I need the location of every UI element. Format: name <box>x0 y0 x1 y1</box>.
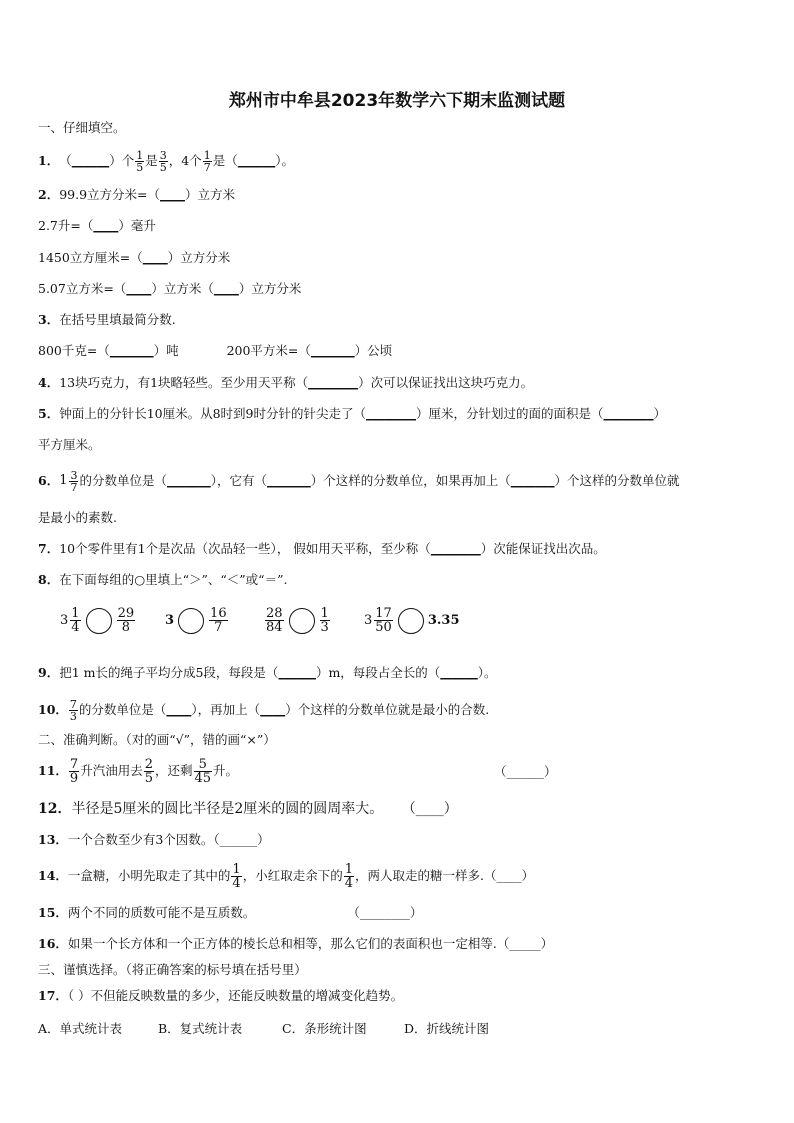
whole: 3 <box>60 613 69 628</box>
fraction <box>69 758 79 785</box>
text: ），它有（ <box>210 473 268 488</box>
denominator: 4 <box>344 875 353 891</box>
compare-group-2 <box>165 607 229 634</box>
answer-blank[interactable]: _______ <box>267 473 311 488</box>
text: ）厘米，分针划过的面的面积是（ <box>416 406 604 421</box>
text: ）吨 <box>153 343 179 358</box>
text: 是（ <box>212 153 238 168</box>
text: ）个这样的分数单位，如果再加上（ <box>310 473 511 488</box>
text: 的分数单位是（ <box>79 473 167 488</box>
text: ，4个 <box>168 153 202 168</box>
question-number: 1． <box>38 153 60 168</box>
compare-group-1 <box>60 607 136 634</box>
denominator: 7 <box>70 480 78 494</box>
numerator: 7 <box>69 697 77 711</box>
text: 200平方米=（ <box>226 343 311 358</box>
text: 13块巧克力，有1块略轻些。至少用天平称（ <box>59 375 309 390</box>
fraction <box>203 150 212 173</box>
text: 在下面每组的○里填上“＞”、“＜”或“＝”. <box>59 572 288 587</box>
answer-blank[interactable]: _______ <box>167 473 211 488</box>
numerator: 1 <box>232 861 241 877</box>
question-number: 8． <box>38 572 60 587</box>
text: ）个这样的分数单位就是最小的合数. <box>285 702 490 717</box>
answer-blank[interactable]: ______ <box>237 153 276 168</box>
question-14 <box>38 858 534 894</box>
denominator: 5 <box>144 770 153 786</box>
question-13 <box>38 831 270 849</box>
question-2d <box>38 280 301 298</box>
text: 的分数单位是（ <box>78 702 167 717</box>
question-8 <box>38 571 287 589</box>
answer-blank[interactable]: ________ <box>308 375 359 390</box>
fraction <box>135 150 144 173</box>
answer-blank[interactable]: ________ <box>430 541 481 556</box>
answer-blank[interactable]: ______ <box>71 153 110 168</box>
question-15 <box>38 904 422 922</box>
answer-blank[interactable]: ____ <box>126 281 152 296</box>
answer-blank[interactable]: ____ <box>166 702 192 717</box>
numerator: 29 <box>117 606 135 621</box>
compare-group-3 <box>264 607 331 634</box>
fraction <box>69 470 78 493</box>
denominator: 45 <box>194 770 212 786</box>
text: ）毫升 <box>118 218 156 233</box>
text: 一盒糖，小明先取走了其中的 <box>67 868 231 883</box>
question-number: 13． <box>38 832 68 847</box>
denominator: 3 <box>69 709 77 723</box>
question-6 <box>38 464 680 498</box>
text: 把1 m长的绳子平均分成5段，每段是（ <box>59 665 279 680</box>
question-3-items <box>38 342 392 360</box>
answer-blank[interactable]: ____ <box>160 187 186 202</box>
text: 钟面上的分针长10厘米。从8时到9时分针的针尖走了（ <box>59 406 367 421</box>
text: ）次可以保证找出这块巧克力。 <box>358 375 534 390</box>
fraction <box>69 699 78 722</box>
fraction <box>231 863 241 890</box>
text: 如果一个长方体和一个正方体的棱长总和相等，那么它们的表面积也一定相等. <box>67 936 497 951</box>
answer-blank[interactable]: ____ <box>213 281 239 296</box>
fraction <box>144 758 154 785</box>
question-number: 6． <box>38 473 60 488</box>
numerator: 3 <box>70 468 78 482</box>
text: 半径是5厘米的圆比半径是2厘米的圆的圆周率大。 <box>71 801 384 817</box>
text: ） <box>653 406 667 421</box>
denominator: 5 <box>159 160 167 174</box>
answer-blank[interactable]: ____ <box>260 702 286 717</box>
judge-blank[interactable]: （______） <box>494 764 557 779</box>
answer-blank[interactable]: ________ <box>603 406 654 421</box>
text: ，还剩 <box>154 763 193 778</box>
fraction <box>265 607 284 634</box>
question-16 <box>38 935 553 953</box>
question-2b <box>38 217 156 235</box>
text: 10个零件里有1个是次品（次品轻一些）， 假如用天平称，至少称（ <box>59 541 431 556</box>
text: 99.9立方分米=（ <box>59 187 161 202</box>
mixed-number <box>364 607 394 634</box>
text: 升汽油用去 <box>80 763 143 778</box>
text: ）立方米（ <box>151 281 214 296</box>
text: 1450立方厘米=（ <box>38 250 143 265</box>
text: 800千克=（ <box>38 343 110 358</box>
fraction <box>117 607 136 634</box>
question-4 <box>38 374 533 392</box>
question-number: 17． <box>38 988 68 1003</box>
text: 在括号里填最简分数. <box>59 312 176 327</box>
question-number: 3． <box>38 312 60 327</box>
text: ），再加上（ <box>191 702 261 717</box>
answer-blank[interactable]: ______ <box>440 665 478 680</box>
text: ）个 <box>109 153 135 168</box>
denominator: 9 <box>69 770 79 786</box>
section-heading-judge: 二、准确判断。（对的画“√”，错的画“×”） <box>38 732 276 747</box>
compare-circle[interactable] <box>178 608 204 634</box>
numerator: 28 <box>266 606 283 621</box>
answer-blank[interactable]: ______ <box>278 665 316 680</box>
question-6-continued: 是最小的素数. <box>38 510 117 525</box>
question-number: 7． <box>38 541 60 556</box>
option-b[interactable]: B．复式统计表 <box>158 1021 243 1036</box>
decimal-number: 3.35 <box>427 613 460 628</box>
text: 一个合数至少有3个因数。 <box>67 832 214 847</box>
question-11 <box>38 753 238 789</box>
question-number: 12． <box>38 801 72 817</box>
denominator: 8 <box>121 620 130 635</box>
question-3 <box>38 311 176 329</box>
text: 升。 <box>213 763 239 778</box>
numerator: 1 <box>71 606 80 621</box>
mixed-number <box>60 607 82 634</box>
compare-circle[interactable] <box>86 608 112 634</box>
whole: 1 <box>59 473 68 488</box>
denominator: 5 <box>136 160 144 174</box>
question-number: 16． <box>38 936 68 951</box>
option-d[interactable]: D．折线统计图 <box>404 1021 490 1036</box>
text: ）立方米 <box>185 187 236 202</box>
question-number: 9． <box>38 665 60 680</box>
judge-blank[interactable]: （______） <box>213 832 270 847</box>
whole-number: 3 <box>165 613 175 628</box>
text: ）次能保证找出次品。 <box>480 541 606 556</box>
question-number: 11． <box>38 763 68 778</box>
answer-blank[interactable]: _______ <box>310 343 355 358</box>
question-17 <box>38 987 403 1005</box>
answer-blank[interactable]: ____ <box>142 250 168 265</box>
numerator: 17 <box>375 606 392 621</box>
text: 是 <box>145 153 158 168</box>
fraction <box>374 607 393 634</box>
option-a[interactable]: A．单式统计表 <box>38 1021 123 1036</box>
mixed-number <box>59 470 79 493</box>
judge-blank[interactable]: （_____） <box>496 936 554 951</box>
fraction <box>70 607 80 634</box>
fraction <box>320 607 330 634</box>
numerator: 1 <box>320 606 329 621</box>
option-c[interactable]: C．条形统计图 <box>282 1021 367 1036</box>
question-number: 14． <box>38 868 68 883</box>
judge-blank[interactable]: （________） <box>347 905 423 920</box>
numerator: 2 <box>144 756 153 772</box>
fraction <box>159 150 168 173</box>
judge-blank[interactable]: （____） <box>483 868 534 883</box>
section-heading-choice: 三、谨慎选择。（将正确答案的标号填在括号里） <box>38 962 307 977</box>
denominator: 7 <box>214 620 223 635</box>
text: ）个这样的分数单位就 <box>554 473 680 488</box>
question-7 <box>38 540 606 558</box>
text: ，小红取走余下的 <box>242 868 343 883</box>
fraction <box>344 863 354 890</box>
text: 2.7升=（ <box>38 218 94 233</box>
denominator: 7 <box>203 160 211 174</box>
compare-circle[interactable] <box>289 608 315 634</box>
numerator: 1 <box>203 148 211 162</box>
text: ，两人取走的糖一样多. <box>355 868 484 883</box>
page-title: 郑州市中牟县2023年数学六下期末监测试题 <box>228 91 566 111</box>
denominator: 84 <box>266 620 283 635</box>
judge-blank[interactable]: （____） <box>401 801 458 817</box>
answer-blank[interactable]: _______ <box>510 473 555 488</box>
denominator: 4 <box>232 875 241 891</box>
question-5 <box>38 405 666 423</box>
question-number: 5． <box>38 406 60 421</box>
numerator: 5 <box>194 758 213 772</box>
numerator: 1 <box>344 861 353 877</box>
numerator: 3 <box>159 148 167 162</box>
answer-blank[interactable]: ____ <box>93 218 119 233</box>
denominator: 3 <box>320 620 329 635</box>
question-1 <box>38 148 294 174</box>
denominator: 50 <box>375 620 392 635</box>
question-2c <box>38 249 230 267</box>
text: 5.07立方米=（ <box>38 281 127 296</box>
question-10 <box>38 694 489 726</box>
question-number: 10． <box>38 702 68 717</box>
text: ）公顷 <box>354 343 393 358</box>
numerator: 1 <box>136 148 144 162</box>
question-number: 2． <box>38 187 60 202</box>
text: ）。 <box>275 153 294 168</box>
answer-blank[interactable]: ________ <box>366 406 417 421</box>
text: ）立方分米 <box>167 250 231 265</box>
fraction <box>209 607 228 634</box>
question-number: 4． <box>38 375 60 390</box>
fraction <box>194 758 213 785</box>
compare-circle[interactable] <box>398 608 424 634</box>
answer-blank[interactable]: _______ <box>109 343 154 358</box>
question-5-continued: 平方厘米。 <box>38 437 101 452</box>
text: （ ）不但能反映数量的多少，还能反映数量的增减变化趋势。 <box>67 988 404 1003</box>
numerator: 16 <box>210 606 227 621</box>
text: ）m，每段占全长的（ <box>315 665 441 680</box>
compare-group-4 <box>364 607 460 634</box>
text: ）立方分米 <box>238 281 302 296</box>
question-number: 15． <box>38 905 68 920</box>
text: （ <box>59 153 72 168</box>
denominator: 4 <box>71 620 80 635</box>
text: 两个不同的质数可能不是互质数。 <box>67 905 256 920</box>
whole: 3 <box>364 613 373 628</box>
question-9 <box>38 664 497 682</box>
text: ）。 <box>477 665 497 680</box>
question-12 <box>38 800 458 818</box>
section-heading-fill-blanks: 一、仔细填空。 <box>38 120 126 135</box>
question-2a <box>38 186 235 204</box>
numerator: 7 <box>69 756 79 772</box>
